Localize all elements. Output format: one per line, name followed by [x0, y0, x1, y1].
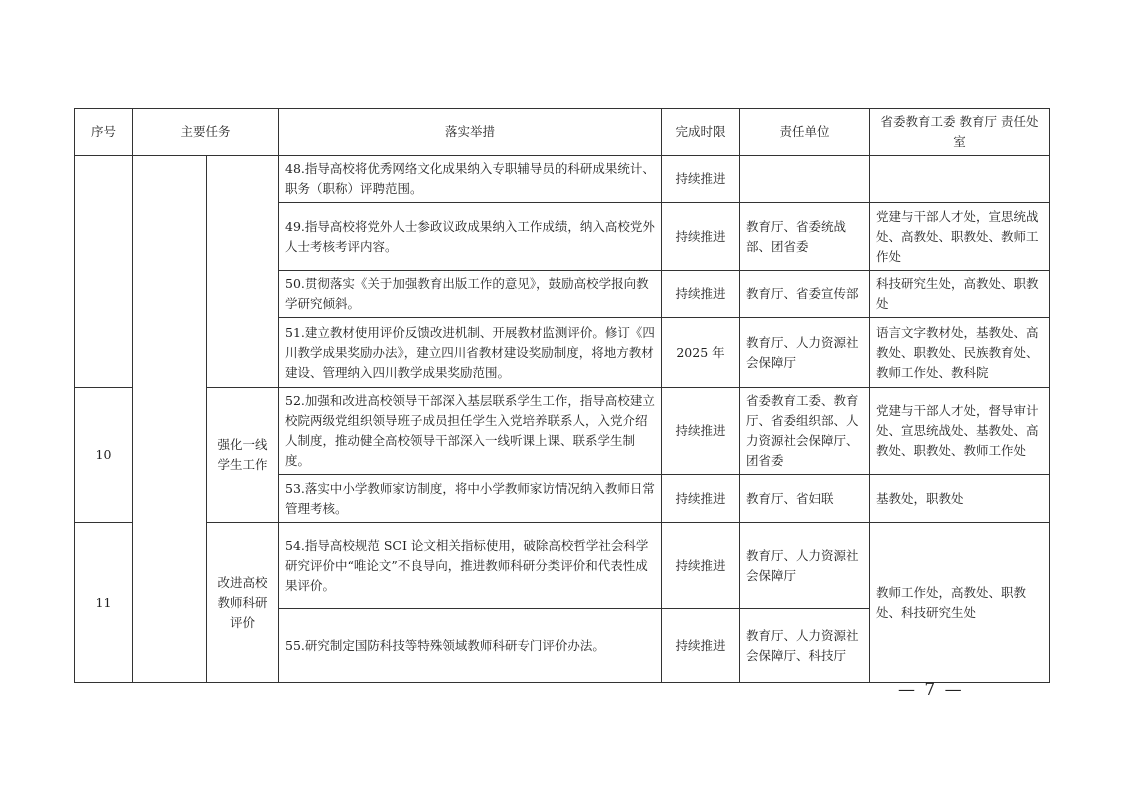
office-cell — [870, 156, 1050, 203]
header-measures: 落实举措 — [279, 109, 662, 156]
header-unit: 责任单位 — [740, 109, 870, 156]
unit-cell — [740, 156, 870, 203]
office-cell: 党建与干部人才处，督导审计处、宣思统战处、基教处、高教处、职教处、教师工作处 — [870, 388, 1050, 475]
table-row — [75, 523, 1050, 609]
unit-cell: 教育厅、省委宣传部 — [740, 271, 870, 318]
measure-cell: 50.贯彻落实《关于加强教育出版工作的意见》，鼓励高校学报向教学研究倾斜。 — [279, 271, 662, 318]
deadline-cell: 持续推进 — [662, 388, 740, 475]
measure-cell: 51.建立教材使用评价反馈改进机制、开展教材监测评价。修订《四川教学成果奖励办法》，建立四川省教材建设奖励制度，将地方教材建设、管理纳入四川教学成果奖励范围。 — [279, 318, 662, 388]
header-seq: 序号 — [75, 109, 133, 156]
deadline-cell: 持续推进 — [662, 271, 740, 318]
header-office: 省委教育工委 教育厅 责任处室 — [870, 109, 1050, 156]
seq-cell: 10 — [75, 388, 133, 523]
subtask-cell: 强化一线学生工作 — [207, 388, 279, 523]
task-table — [74, 108, 1050, 683]
deadline-cell: 持续推进 — [662, 203, 740, 271]
table-row — [75, 388, 1050, 475]
unit-cell: 教育厅、省委统战部、团省委 — [740, 203, 870, 271]
unit-cell: 省委教育工委、教育厅、省委组织部、人力资源社会保障厅、团省委 — [740, 388, 870, 475]
office-cell: 党建与干部人才处，宣思统战处、高教处、职教处、教师工作处 — [870, 203, 1050, 271]
deadline-cell: 持续推进 — [662, 609, 740, 683]
header-task: 主要任务 — [133, 109, 279, 156]
subtask-cell-empty — [207, 156, 279, 388]
seq-cell-empty — [75, 156, 133, 388]
unit-cell: 教育厅、人力资源社会保障厅 — [740, 318, 870, 388]
deadline-cell: 持续推进 — [662, 475, 740, 523]
measure-cell: 49.指导高校将党外人士参政议政成果纳入工作成绩，纳入高校党外人士考核考评内容。 — [279, 203, 662, 271]
seq-cell: 11 — [75, 523, 133, 683]
header-deadline: 完成时限 — [662, 109, 740, 156]
page-number: — 7 — — [898, 680, 964, 700]
task-cell-merged — [133, 156, 207, 683]
measure-cell: 48.指导高校将优秀网络文化成果纳入专职辅导员的科研成果统计、职务（职称）评聘范围。 — [279, 156, 662, 203]
deadline-cell: 2025 年 — [662, 318, 740, 388]
deadline-cell: 持续推进 — [662, 523, 740, 609]
deadline-cell: 持续推进 — [662, 156, 740, 203]
measure-cell: 55.研究制定国防科技等特殊领域教师科研专门评价办法。 — [279, 609, 662, 683]
table-row — [75, 156, 1050, 203]
office-cell: 基教处，职教处 — [870, 475, 1050, 523]
subtask-cell: 改进高校教师科研评价 — [207, 523, 279, 683]
unit-cell: 教育厅、省妇联 — [740, 475, 870, 523]
header-row — [75, 109, 1050, 156]
office-cell: 教师工作处，高教处、职教处、科技研究生处 — [870, 523, 1050, 683]
unit-cell: 教育厅、人力资源社会保障厅、科技厅 — [740, 609, 870, 683]
measure-cell: 54.指导高校规范 SCI 论文相关指标使用，破除高校哲学社会科学研究评价中“唯论文”不良导向，推进教师科研分类评价和代表性成果评价。 — [279, 523, 662, 609]
unit-cell: 教育厅、人力资源社会保障厅 — [740, 523, 870, 609]
measure-cell: 52.加强和改进高校领导干部深入基层联系学生工作，指导高校建立校院两级党组织领导班子成员担任学生入党培养联系人，入党介绍人制度，推动健全高校领导干部深入一线听课上课、联系学生制度。 — [279, 388, 662, 475]
office-cell: 科技研究生处，高教处、职教处 — [870, 271, 1050, 318]
office-cell: 语言文字教材处，基教处、高教处、职教处、民族教育处、教师工作处、教科院 — [870, 318, 1050, 388]
measure-cell: 53.落实中小学教师家访制度，将中小学教师家访情况纳入教师日常管理考核。 — [279, 475, 662, 523]
